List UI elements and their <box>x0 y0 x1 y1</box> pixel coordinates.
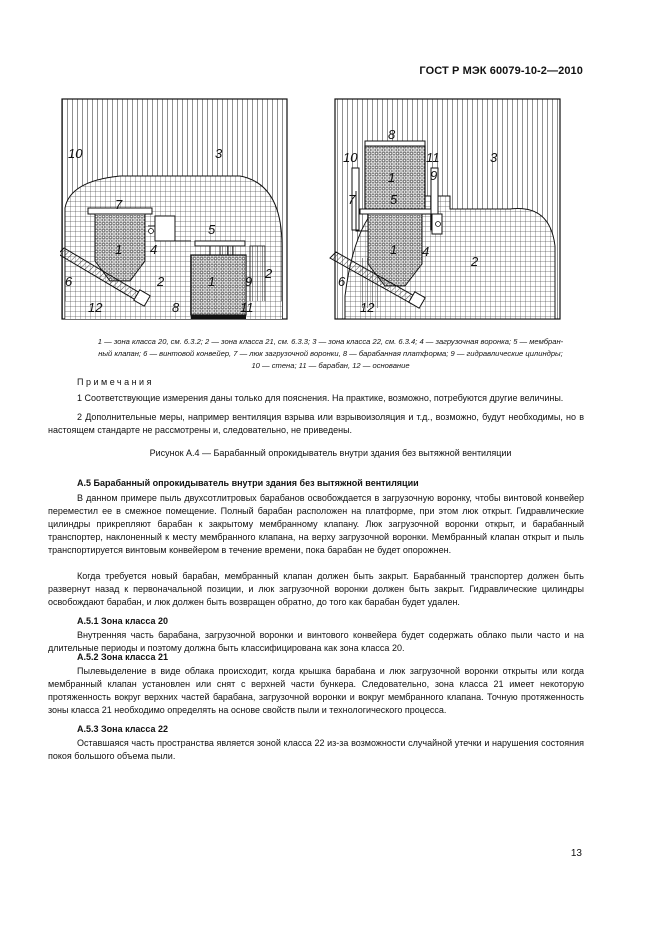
note-item: 1 Соответствующие измерения даны только для пояснения. На практике, возможно, потребуются другие величины. <box>77 393 564 403</box>
callout-label: 9 <box>245 274 253 289</box>
subsection-heading: А.5.2 Зона класса 21 <box>77 652 169 662</box>
callout-label: 1 <box>115 242 123 257</box>
page-number: 13 <box>570 848 582 859</box>
callout-label: 1 <box>388 170 396 185</box>
paragraph: Пылевыделение в виде облака происходит, когда крышка барабана и люк загрузочной воронки открыты или когда мембранный клапан установлен или снят с верхней части бункера. Следовательно, зона класса 21 имеет некоторую протяженность вокруг верхних частей барабана, загрузочной воронки и вокруг мембранного клапана. Точную протяженность зоны класса 21 необходимо определять на основе свойств пыли и технологического процесса. <box>48 666 584 715</box>
callout-label: 8 <box>388 127 396 142</box>
callout-label: 5 <box>208 222 216 237</box>
callout-label: 2 <box>157 274 165 289</box>
callout-label: 9 <box>430 168 438 183</box>
left-drawing <box>60 99 287 319</box>
callout-label: 2 <box>265 266 273 281</box>
callout-label: 6 <box>338 274 346 289</box>
callout-label: 10 <box>343 150 358 165</box>
legend-line: ный клапан; 6 — винтовой конвейер, 7 — люк загрузочной воронки, 8 — барабанная платформа; 9 — гидравлические цилиндры; <box>98 349 563 358</box>
paragraph: В данном примере пыль двухсотлитровых барабанов освобождается в загрузочную воронку, чтобы винтовой конвейер переместил ее в смежное помещение. Полный барабан расположен на платформе, при этом люк открыт. Гидравлические цилиндры прикрепляют барабан к закрытому мембранному клапану. Люк загрузочной воронки открыт, и барабанный транспортер, наклоненный к месту мембранного клапана, на верху загрузочной воронки. Мембранный клапан открыт и пыль транспортируется винтовым конвейером в течение времени, пока барабан не будет опорожнен. <box>48 493 584 555</box>
notes-title: Примечания <box>77 377 154 387</box>
paragraph: Когда требуется новый барабан, мембранный клапан должен быть закрыт. Барабанный транспортер должен быть развернут назад к первоначальной позиции, и люк загрузочной воронки должен быть закрыт. Гидравлические цилиндры освобождают барабан, и люк должен быть возвращен обратно, до того как барабан будет удален. <box>48 571 584 607</box>
callout-label: 12 <box>88 300 103 315</box>
subsection-heading: А.5.3 Зона класса 22 <box>77 724 169 734</box>
callout-label: 4 <box>150 242 158 257</box>
callout-label: 1 <box>390 242 398 257</box>
legend-line: 1 — зона класса 20, см. 6.3.2; 2 — зона класса 21, см. 6.3.3; 3 — зона класса 22, см. 6.3.4; 4 — загрузочная воронка; 5 — мембран- <box>97 337 564 346</box>
figure-caption: Рисунок А.4 — Барабанный опрокидыватель внутри здания без вытяжной вентиляции <box>149 448 512 458</box>
callout-label: 6 <box>65 274 73 289</box>
callout-label: 2 <box>471 254 479 269</box>
legend-line: 10 — стена; 11 — барабан, 12 — основание <box>251 361 410 370</box>
figure-a4-drum-tipper <box>60 96 600 331</box>
subsection-heading: А.5.1 Зона класса 20 <box>77 616 169 626</box>
callout-label: 12 <box>360 300 375 315</box>
paragraph: Внутренняя часть барабана, загрузочной воронки и винтового конвейера будет содержать облако пыли часто и на длительные периоды и поэтому должна быть классифицирована как зона класса 20. <box>48 630 584 653</box>
callout-label: 4 <box>422 244 430 259</box>
callout-label: 11 <box>240 300 254 315</box>
callout-label: 10 <box>68 146 83 161</box>
callout-label: 11 <box>426 150 440 165</box>
callout-label: 8 <box>172 300 180 315</box>
document-header: ГОСТ Р МЭК 60079-10-2—2010 <box>419 65 583 77</box>
callout-label: 7 <box>115 197 123 212</box>
section-heading: А.5 Барабанный опрокидыватель внутри здания без вытяжной вентиляции <box>77 478 419 488</box>
callout-label: 7 <box>348 192 356 207</box>
figure-legend <box>48 336 613 372</box>
callout-label: 3 <box>215 146 223 161</box>
callout-label: 5 <box>390 192 398 207</box>
right-drawing <box>330 99 560 319</box>
note-item: 2 Дополнительные меры, например вентиляция взрыва или взрывоизоляция и т.д., возможно, будут необходимы, но в настоящем стандарте не рассмотрены и, следовательно, не приведены. <box>48 412 584 435</box>
callout-label: 3 <box>490 150 498 165</box>
callout-label: 1 <box>208 274 216 289</box>
paragraph: Оставшаяся часть пространства является зоной класса 22 из-за возможности случайной утечки и нарушения состояния покоя большого объема пыли. <box>48 738 584 761</box>
